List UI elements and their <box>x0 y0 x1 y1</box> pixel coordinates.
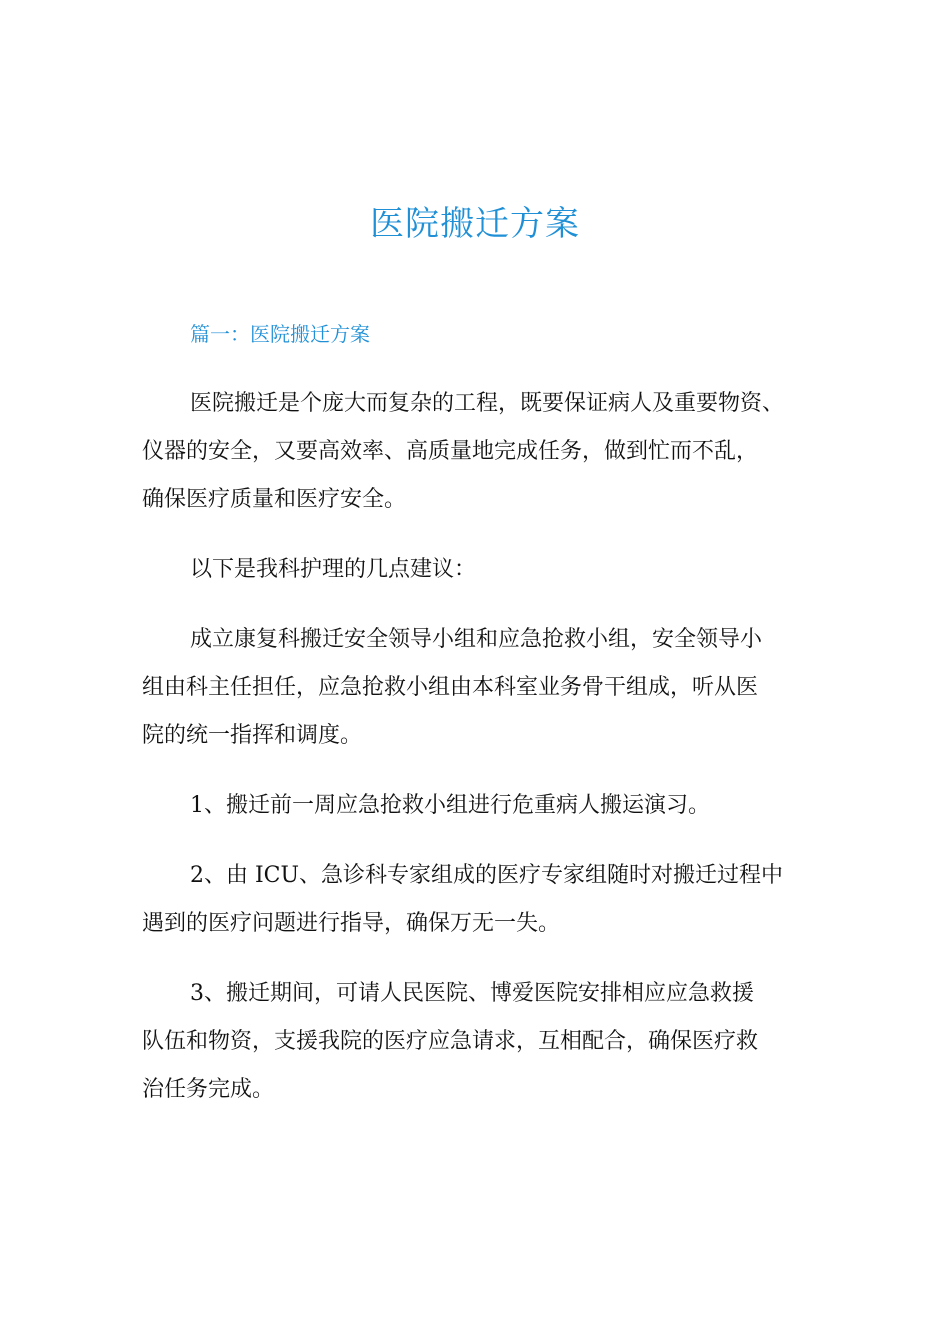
paragraph-line: 医院搬迁是个庞大而复杂的工程，既要保证病人及重要物资、 <box>190 391 785 416</box>
paragraph-intro <box>142 380 814 524</box>
paragraph-line: 3、搬迁期间，可请人民医院、博爱医院安排相应应急救援 <box>190 981 754 1006</box>
paragraph-line: 遇到的医疗问题进行指导，确保万无一失。 <box>142 911 561 936</box>
paragraph-item-2 <box>142 852 814 948</box>
paragraph-line: 成立康复科搬迁安全领导小组和应急抢救小组，安全领导小 <box>190 627 763 652</box>
paragraph-item-3 <box>142 970 814 1114</box>
paragraph-suggestions-intro <box>142 546 814 594</box>
paragraph-line: 队伍和物资，支援我院的医疗应急请求，互相配合，确保医疗救 <box>142 1029 759 1054</box>
paragraph-leadership-group <box>142 616 814 760</box>
document-body <box>142 380 814 1136</box>
paragraph-line: 仪器的安全，又要高效率、高质量地完成任务，做到忙而不乱， <box>142 439 759 464</box>
paragraph-line: 治任务完成。 <box>142 1077 275 1102</box>
paragraph-line: 确保医疗质量和医疗安全。 <box>142 487 407 512</box>
section-heading: 篇一：医院搬迁方案 <box>190 322 370 346</box>
paragraph-item-1 <box>142 782 814 830</box>
paragraph-line: 组由科主任担任，应急抢救小组由本科室业务骨干组成，听从医 <box>142 675 759 700</box>
paragraph-line: 院的统一指挥和调度。 <box>142 723 363 748</box>
paragraph-line: 以下是我科护理的几点建议： <box>190 557 477 582</box>
document-title: 医院搬迁方案 <box>370 204 580 244</box>
paragraph-line: 2、由 ICU、急诊科专家组成的医疗专家组随时对搬迁过程中 <box>190 863 784 888</box>
paragraph-line: 1、搬迁前一周应急抢救小组进行危重病人搬运演习。 <box>190 793 710 818</box>
